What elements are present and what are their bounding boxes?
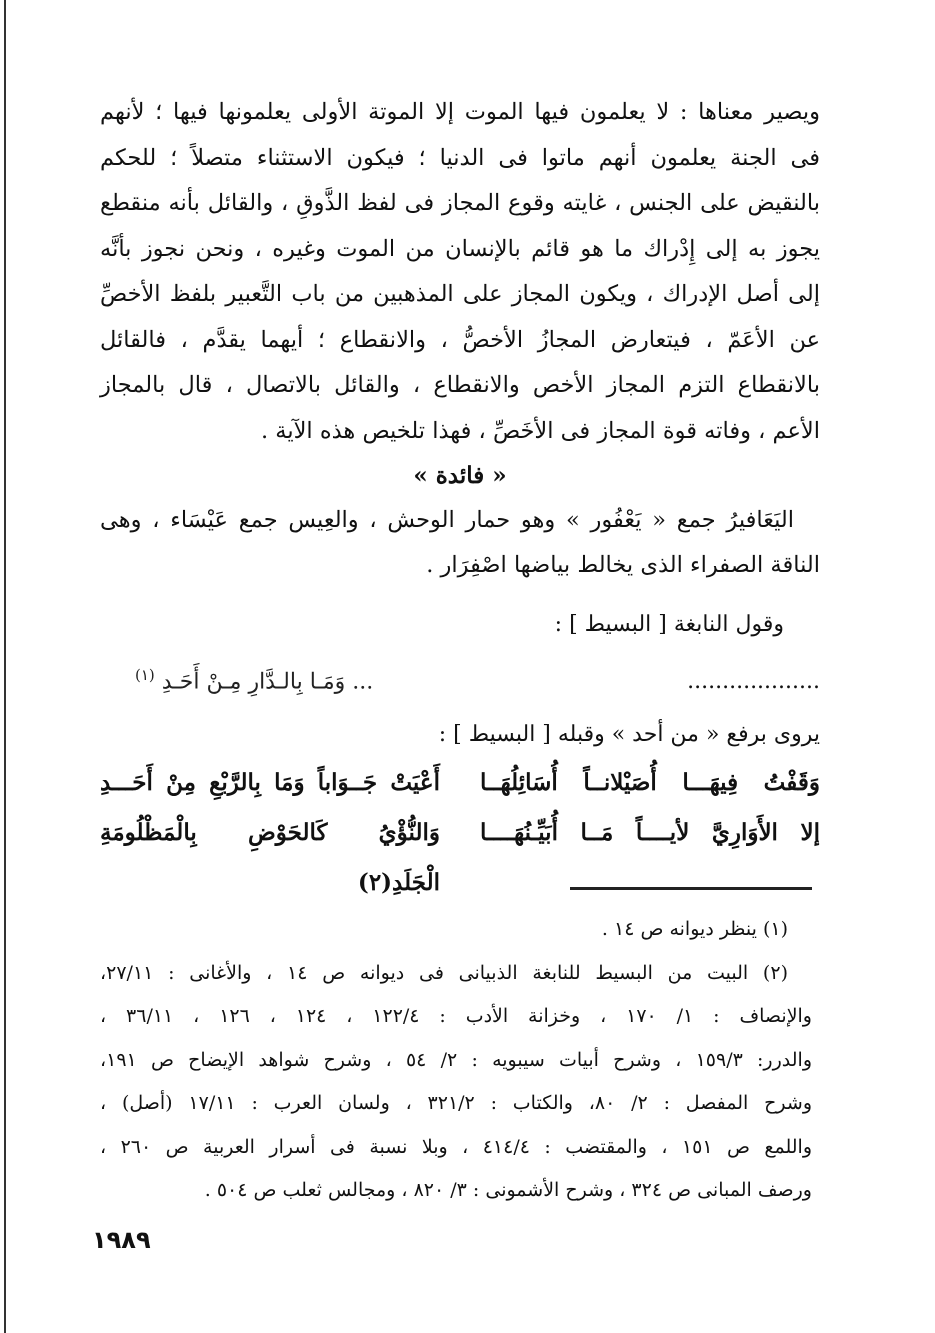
verse-first-hemistich: إلا الأَوَارِيَّ لأيــــاً مَــا أُبَيِّـنُهَــــا — [480, 819, 820, 846]
footnote-line: والإنصاف : ١/ ١٧٠ ، وخزانة الأدب : ١٢٢/٤ ، ١٢٤ ، ١٢٦ ، ٣٦/١١ ، — [100, 1005, 812, 1027]
verse-second-half-text: ... وَمَـا بِالـدَّارِ مِـنْ أَحَـدِ — [161, 669, 374, 694]
footnote-separator — [570, 887, 812, 890]
verse-intro: وقول النابغة [ البسيط ] : — [554, 612, 784, 637]
verse-second-hemistich: أَعْيَتْ جَــوَاباً وَمَا بِالرَّبْعِ مِنْ أَحَـــدِ — [100, 769, 440, 796]
footnote-line: وشرح المفصل : ٢/ ٨٠، والكتاب : ٣٢١/٢ ، ولسان العرب : ١٧/١١ (أصل) ، — [100, 1092, 812, 1114]
main-paragraph — [100, 90, 820, 454]
text-line: إلى أصل الإدراك ، ويكون المجاز على المذهبين من باب التَّعبير بلفظ الأخصِّ — [100, 281, 820, 307]
verse-second-half — [135, 666, 390, 694]
footnotes — [100, 908, 812, 1213]
section-heading: « فائدة » — [413, 462, 507, 489]
verse-single — [100, 650, 820, 694]
riwaya-line: يروى برفع « من أحد » وقبله [ البسيط ] : — [438, 722, 820, 747]
page-edge-line — [4, 0, 6, 1333]
footnote-line: ورصف المبانى ص ٣٢٤ ، وشرح الأشمونى : ٣/ ٨٢٠ ، ومجالس ثعلب ص ٥٠٤ . — [204, 1179, 812, 1201]
text-line: بالانقطاع التزم المجاز الأخص والانقطاع ، والقائل بالاتصال ، قال بالمجاز — [100, 372, 820, 398]
footnote-line: والدرر: ١٥٩/٣ ، وشرح أبيات سيبويه : ٢/ ٥٤ ، وشرح شواهد الإيضاح ص ١٩١، — [100, 1048, 812, 1071]
verse-first-hemistich: وَقَفْتُ فِيهَـــا أُصَيْلانــاً أُسَائِلُهَــا — [480, 769, 820, 796]
verse-line — [100, 758, 820, 808]
text-line: بالنقيض على الجنس ، غايته وقوع المجاز فى لفظ الذَّوقِ ، والقائل بأنه منقطع — [100, 190, 820, 216]
text-line: الناقة الصفراء الذى يخالط بياضها اصْفِرَار . — [426, 552, 820, 578]
text-line: الأعم ، وفاته قوة المجاز فى الأخَصِّ ، فهذا تلخيص هذه الآية . — [260, 417, 820, 444]
footnote-mark: (١) — [135, 665, 155, 684]
text-line: ويصير معناها : لا يعلمون فيها الموت إلا الموتة الأولى يعلمونها فيها ؛ لأنهم — [100, 99, 820, 125]
text-line: يجوز به إلى إِدْراك ما هو قائم بالإنسان من الموت وغيره ، ونحن نجوز بأنَّه — [100, 235, 820, 262]
text-line: اليَعَافيرُ جمع « يَعْفُور » وهو حمار الوحش ، والعِيس جمع عَيْسَاء ، وهى — [100, 507, 794, 533]
verse-ellipsis: ................... — [687, 669, 820, 694]
verse-second-hemistich: وَالنُّؤْيُ كَالحَوْضِ بِالْمَظْلُومَةِ الْجَلَدِ(٢) — [100, 819, 440, 896]
page-number: ١٩٨٩ — [92, 1226, 151, 1254]
text-line: فى الجنة يعلمون أنهم ماتوا فى الدنيا ؛ فيكون الاستثناء متصلاً ؛ للحكم — [100, 144, 820, 171]
verse-first-half — [480, 669, 820, 694]
note-paragraph — [100, 498, 820, 588]
verse-line — [100, 808, 820, 908]
footnote-line: (٢) البيت من البسيط للنابغة الذبيانى فى ديوانه ص ١٤ ، والأغانى : ٢٧/١١، — [100, 961, 788, 984]
footnote-line: واللمع ص ١٥١ ، والمقتضب : ٤١٤/٤ ، وبلا نسبة فى أسرار العربية ص ٢٦٠ ، — [100, 1135, 812, 1158]
page-content — [100, 90, 820, 908]
footnote-line: (١) ينظر ديوانه ص ١٤ . — [601, 918, 788, 940]
text-line: عن الأعَمّ ، فيتعارض المجازُ الأخصُّ ، والانقطاع ؛ أيهما يقدَّم ، فالقائل — [100, 326, 820, 353]
